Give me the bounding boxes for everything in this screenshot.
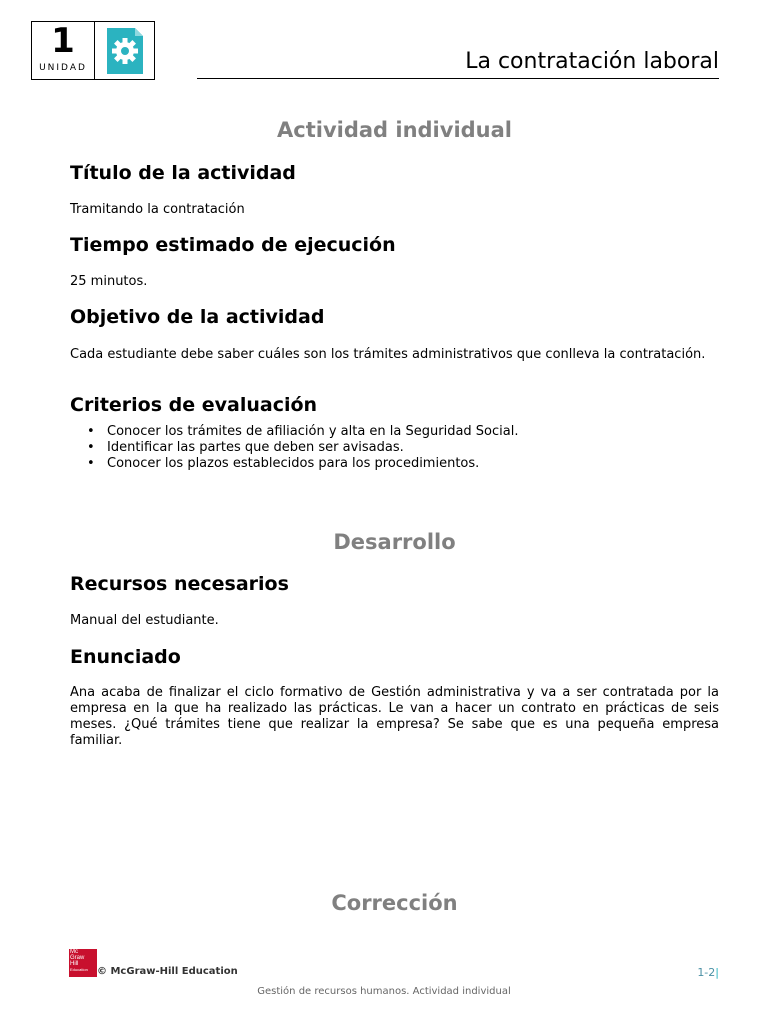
gear-document-icon <box>107 28 143 74</box>
resources-text: Manual del estudiante. <box>70 613 219 628</box>
heading-objective: Objetivo de la actividad <box>70 306 325 328</box>
unit-number: 1 <box>51 21 75 61</box>
footer-subtitle: Gestión de recursos humanos. Actividad individual <box>257 986 511 997</box>
time-text: 25 minutos. <box>70 274 148 289</box>
heading-time: Tiempo estimado de ejecución <box>70 234 396 256</box>
publisher-logo <box>69 949 97 977</box>
unit-number-box <box>32 22 95 79</box>
logo-text: Education <box>70 967 88 972</box>
unit-label: UNIDAD <box>39 63 87 73</box>
heading-activity-title: Título de la actividad <box>70 162 296 184</box>
logo-text: Hill <box>70 961 79 967</box>
section-title-development: Desarrollo <box>333 530 456 554</box>
heading-criteria: Criterios de evaluación <box>70 394 318 416</box>
list-item: • Conocer los trámites de afiliación y alta en la Seguridad Social. <box>70 424 518 440</box>
logo-text: Graw <box>70 955 85 961</box>
page-number: 1-2| <box>697 966 719 979</box>
unit-icon-box <box>95 22 154 79</box>
objective-text: Cada estudiante debe saber cuáles son los trámites administrativos que conlleva la contratación. <box>70 347 706 362</box>
page-number-text: 1-2 <box>697 966 716 979</box>
heading-statement: Enunciado <box>70 646 181 668</box>
header-divider <box>197 78 719 79</box>
activity-title-text: Tramitando la contratación <box>70 202 245 217</box>
list-item: • Conocer los plazos establecidos para los procedimientos. <box>70 456 518 472</box>
statement-text: Ana acaba de finalizar el ciclo formativo de Gestión administrativa y va a ser contratada por la empresa en la que ha realizado las prácticas. Le van a hacer un contrato en prácticas de seis meses. ¿Qué trámites tiene que realizar la empresa? Se sabe que es una pequeña empresa familiar. <box>70 685 719 748</box>
section-title-correction: Corrección <box>331 891 458 915</box>
copyright-text: © McGraw-Hill Education <box>97 966 238 977</box>
document-title: La contratación laboral <box>465 49 719 74</box>
logo-text: Mc <box>70 949 78 955</box>
criteria-list <box>70 424 518 472</box>
heading-resources: Recursos necesarios <box>70 573 289 595</box>
list-item: • Identificar las partes que deben ser avisadas. <box>70 440 518 456</box>
section-title-activity: Actividad individual <box>277 118 512 142</box>
unit-badge <box>31 21 155 80</box>
